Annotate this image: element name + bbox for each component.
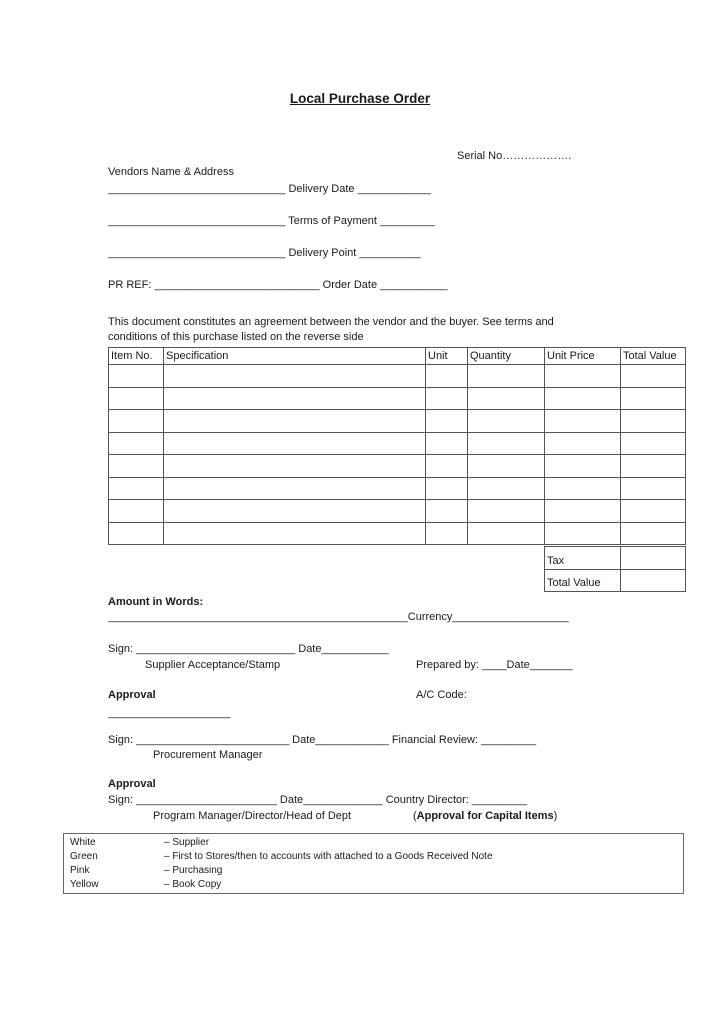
table-cell[interactable] <box>109 432 164 455</box>
table-cell[interactable] <box>164 522 426 545</box>
table-row <box>109 455 686 478</box>
copy-distribution-legend <box>63 833 684 894</box>
currency-line[interactable]: _________________________________________________Currency___________________ <box>108 611 569 623</box>
table-cell[interactable] <box>109 500 164 523</box>
terms-of-payment-line[interactable]: _____________________________ Terms of Payment _________ <box>108 215 436 227</box>
tax-row <box>545 547 686 570</box>
table-cell[interactable] <box>468 500 545 523</box>
table-cell[interactable] <box>468 365 545 388</box>
capital-paren-open: ( <box>413 810 417 822</box>
table-cell[interactable] <box>426 477 468 500</box>
legend-color: Pink <box>70 865 90 876</box>
table-cell[interactable] <box>109 477 164 500</box>
legend-desc: – Supplier <box>164 837 210 848</box>
table-cell[interactable] <box>109 410 164 433</box>
table-cell[interactable] <box>164 432 426 455</box>
table-cell[interactable] <box>164 500 426 523</box>
table-cell[interactable] <box>426 522 468 545</box>
table-cell[interactable] <box>468 477 545 500</box>
table-cell[interactable] <box>545 365 621 388</box>
table-cell[interactable] <box>426 365 468 388</box>
legend-color: White <box>70 837 96 848</box>
table-row <box>109 410 686 433</box>
page-title: Local Purchase Order <box>289 91 431 106</box>
table-cell[interactable] <box>621 500 686 523</box>
table-row <box>109 432 686 455</box>
items-table <box>108 347 686 545</box>
table-cell[interactable] <box>164 410 426 433</box>
table-cell[interactable] <box>164 455 426 478</box>
legend-color: Yellow <box>70 879 99 890</box>
table-cell[interactable] <box>164 365 426 388</box>
capital-paren-close: ) <box>553 810 558 822</box>
supplier-acceptance-label: Supplier Acceptance/Stamp <box>145 659 281 671</box>
table-cell[interactable] <box>545 455 621 478</box>
capital-items-label: Approval for Capital Items <box>416 810 554 822</box>
header-total-value: Total Value <box>621 348 686 365</box>
table-cell[interactable] <box>621 432 686 455</box>
table-cell[interactable] <box>621 410 686 433</box>
legend-desc: – Book Copy <box>164 879 222 890</box>
tax-label: Tax <box>545 547 621 570</box>
agreement-text-1: This document constitutes an agreement between the vendor and the buyer. See terms and <box>108 316 554 328</box>
legend-desc: – First to Stores/then to accounts with attached to a Goods Received Note <box>164 851 493 862</box>
table-cell[interactable] <box>545 410 621 433</box>
table-cell[interactable] <box>426 432 468 455</box>
total-value-cell[interactable] <box>621 569 686 592</box>
table-header-row <box>109 348 686 365</box>
header-quantity: Quantity <box>468 348 545 365</box>
delivery-date-line[interactable]: _____________________________ Delivery Date ____________ <box>108 183 431 195</box>
table-cell[interactable] <box>426 455 468 478</box>
table-cell[interactable] <box>545 500 621 523</box>
table-row <box>109 365 686 388</box>
program-manager-label: Program Manager/Director/Head of Dept <box>153 810 352 822</box>
director-sign-line[interactable]: Sign: _______________________ Date_____________ Country Director: _________ <box>108 794 527 806</box>
table-cell[interactable] <box>621 387 686 410</box>
procurement-sign-line[interactable]: Sign: _________________________ Date____________ Financial Review: _________ <box>108 734 537 746</box>
table-cell[interactable] <box>426 500 468 523</box>
table-cell[interactable] <box>468 410 545 433</box>
prepared-by-line[interactable]: Prepared by: ____Date_______ <box>416 659 573 671</box>
table-cell[interactable] <box>468 387 545 410</box>
capital-items-note <box>413 810 557 823</box>
delivery-point-line[interactable]: _____________________________ Delivery Point __________ <box>108 247 421 259</box>
table-cell[interactable] <box>426 387 468 410</box>
table-cell[interactable] <box>468 455 545 478</box>
serial-no-field[interactable]: Serial No………………. <box>457 150 572 162</box>
table-cell[interactable] <box>109 522 164 545</box>
approval-heading-1: Approval <box>108 689 156 701</box>
table-cell[interactable] <box>109 455 164 478</box>
table-cell[interactable] <box>545 432 621 455</box>
table-row <box>109 477 686 500</box>
vendor-label: Vendors Name & Address <box>108 166 234 178</box>
table-cell[interactable] <box>545 477 621 500</box>
total-value-label: Total Value <box>545 569 621 592</box>
table-cell[interactable] <box>545 522 621 545</box>
header-item-no: Item No. <box>109 348 164 365</box>
table-cell[interactable] <box>621 455 686 478</box>
table-cell[interactable] <box>621 522 686 545</box>
pr-ref-line[interactable]: PR REF: ___________________________ Order Date ___________ <box>108 279 448 291</box>
legend-desc: – Purchasing <box>164 865 223 876</box>
supplier-sign-line[interactable]: Sign: __________________________ Date___________ <box>108 643 389 655</box>
ac-code-label[interactable]: A/C Code: <box>416 689 467 701</box>
table-cell[interactable] <box>621 365 686 388</box>
approval-heading-2: Approval <box>108 778 156 790</box>
amount-in-words-label: Amount in Words: <box>108 596 204 608</box>
agreement-text-2: conditions of this purchase listed on the reverse side <box>108 331 364 343</box>
table-row <box>109 387 686 410</box>
header-specification: Specification <box>164 348 426 365</box>
table-row <box>109 522 686 545</box>
table-cell[interactable] <box>109 387 164 410</box>
approval-blank-line[interactable]: ____________________ <box>108 707 231 719</box>
total-value-row <box>545 569 686 592</box>
procurement-manager-label: Procurement Manager <box>153 749 263 761</box>
legend-color: Green <box>70 851 98 862</box>
table-cell[interactable] <box>468 432 545 455</box>
tax-value[interactable] <box>621 547 686 570</box>
totals-table <box>544 546 686 592</box>
table-cell[interactable] <box>164 477 426 500</box>
table-cell[interactable] <box>426 410 468 433</box>
header-unit: Unit <box>426 348 468 365</box>
table-cell[interactable] <box>545 387 621 410</box>
table-cell[interactable] <box>164 387 426 410</box>
table-cell[interactable] <box>468 522 545 545</box>
table-row <box>109 500 686 523</box>
header-unit-price: Unit Price <box>545 348 621 365</box>
table-cell[interactable] <box>109 365 164 388</box>
table-cell[interactable] <box>621 477 686 500</box>
